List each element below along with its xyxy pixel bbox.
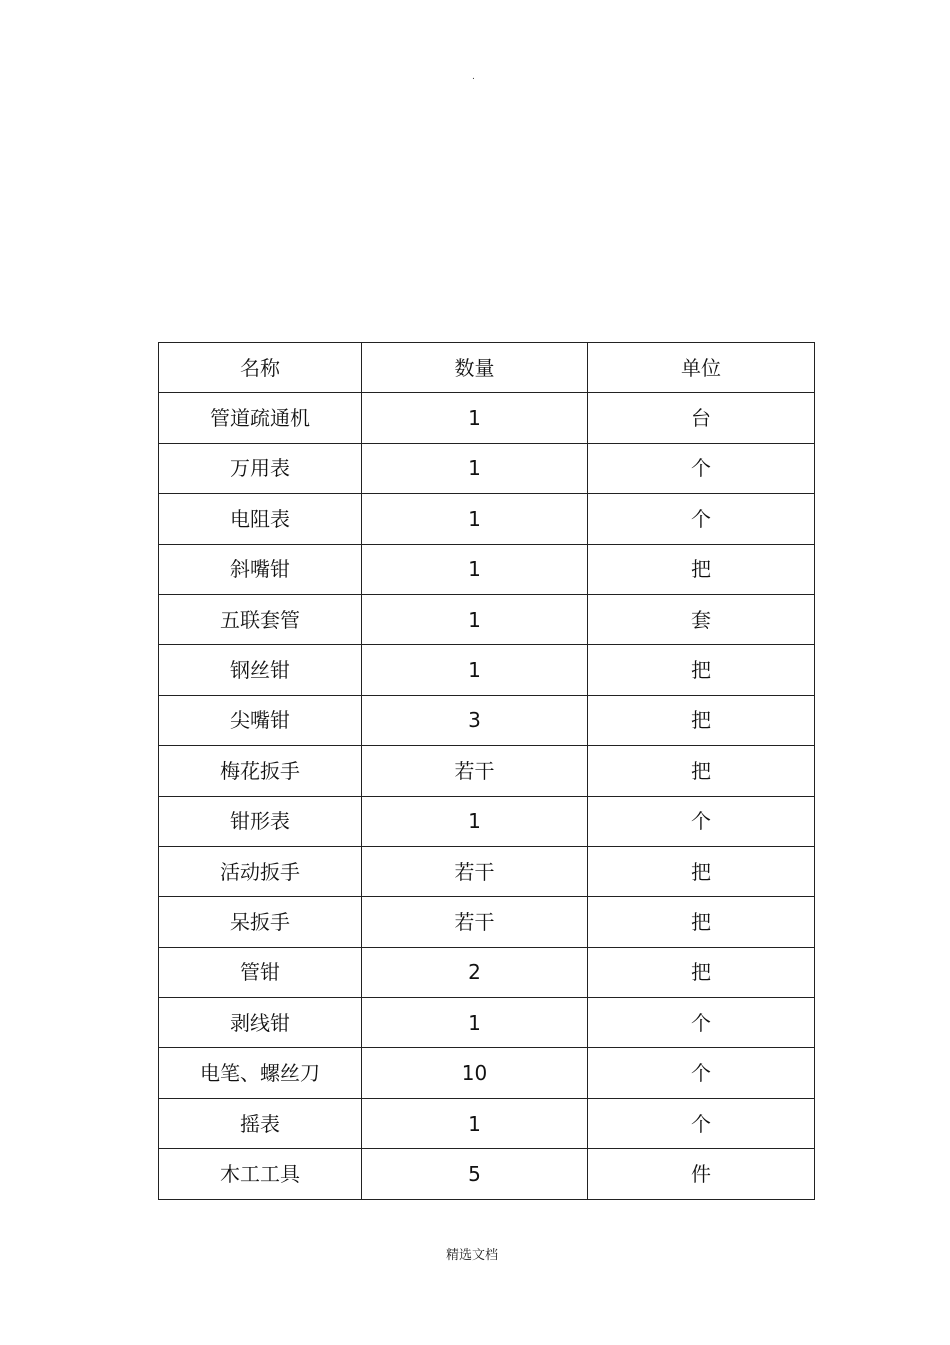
quantity-cell: 10 xyxy=(362,1048,588,1098)
table-row xyxy=(159,645,815,695)
quantity-cell: 1 xyxy=(362,998,588,1048)
unit-cell: 个 xyxy=(588,494,815,544)
unit-cell: 件 xyxy=(588,1149,815,1199)
tool-name-cell: 电笔、螺丝刀 xyxy=(159,1048,362,1098)
header-quantity-cell: 数量 xyxy=(362,343,588,393)
tool-name-cell: 管道疏通机 xyxy=(159,393,362,443)
table-row xyxy=(159,443,815,493)
unit-cell: 个 xyxy=(588,443,815,493)
table-row xyxy=(159,1149,815,1199)
unit-cell: 把 xyxy=(588,544,815,594)
tool-name-cell: 电阻表 xyxy=(159,494,362,544)
tools-table-body xyxy=(159,343,815,1200)
quantity-cell: 1 xyxy=(362,393,588,443)
table-row xyxy=(159,947,815,997)
quantity-cell: 若干 xyxy=(362,846,588,896)
tool-name-cell: 摇表 xyxy=(159,1098,362,1148)
quantity-cell: 2 xyxy=(362,947,588,997)
table-row xyxy=(159,544,815,594)
unit-cell: 把 xyxy=(588,645,815,695)
table-row xyxy=(159,1098,815,1148)
table-row xyxy=(159,594,815,644)
table-row xyxy=(159,695,815,745)
table-row xyxy=(159,393,815,443)
table-row xyxy=(159,796,815,846)
unit-cell: 把 xyxy=(588,897,815,947)
tool-name-cell: 剥线钳 xyxy=(159,998,362,1048)
quantity-cell: 1 xyxy=(362,494,588,544)
unit-cell: 把 xyxy=(588,746,815,796)
table-row xyxy=(159,494,815,544)
unit-cell: 套 xyxy=(588,594,815,644)
unit-cell: 把 xyxy=(588,846,815,896)
tool-name-cell: 呆扳手 xyxy=(159,897,362,947)
quantity-cell: 1 xyxy=(362,645,588,695)
quantity-cell: 1 xyxy=(362,443,588,493)
table-row xyxy=(159,746,815,796)
quantity-cell: 1 xyxy=(362,544,588,594)
tool-name-cell: 钳形表 xyxy=(159,796,362,846)
quantity-cell: 若干 xyxy=(362,746,588,796)
unit-cell: 把 xyxy=(588,695,815,745)
table-row xyxy=(159,1048,815,1098)
tool-name-cell: 万用表 xyxy=(159,443,362,493)
tool-name-cell: 斜嘴钳 xyxy=(159,544,362,594)
table-header-row xyxy=(159,343,815,393)
tool-name-cell: 木工工具 xyxy=(159,1149,362,1199)
table-row xyxy=(159,998,815,1048)
tool-name-cell: 五联套管 xyxy=(159,594,362,644)
unit-cell: 个 xyxy=(588,998,815,1048)
quantity-cell: 5 xyxy=(362,1149,588,1199)
quantity-cell: 3 xyxy=(362,695,588,745)
page-footer-text: 精选文档 xyxy=(445,1248,498,1263)
tool-name-cell: 尖嘴钳 xyxy=(159,695,362,745)
quantity-cell: 1 xyxy=(362,1098,588,1148)
page-header-mark: . xyxy=(472,72,475,82)
quantity-cell: 若干 xyxy=(362,897,588,947)
tool-name-cell: 梅花扳手 xyxy=(159,746,362,796)
header-name-cell: 名称 xyxy=(159,343,362,393)
header-unit-cell: 单位 xyxy=(588,343,815,393)
unit-cell: 个 xyxy=(588,1098,815,1148)
table-row xyxy=(159,897,815,947)
unit-cell: 个 xyxy=(588,1048,815,1098)
table-row xyxy=(159,846,815,896)
tool-name-cell: 钢丝钳 xyxy=(159,645,362,695)
tool-name-cell: 活动扳手 xyxy=(159,846,362,896)
tools-table xyxy=(158,342,815,1200)
tool-name-cell: 管钳 xyxy=(159,947,362,997)
quantity-cell: 1 xyxy=(362,796,588,846)
quantity-cell: 1 xyxy=(362,594,588,644)
unit-cell: 台 xyxy=(588,393,815,443)
unit-cell: 个 xyxy=(588,796,815,846)
unit-cell: 把 xyxy=(588,947,815,997)
